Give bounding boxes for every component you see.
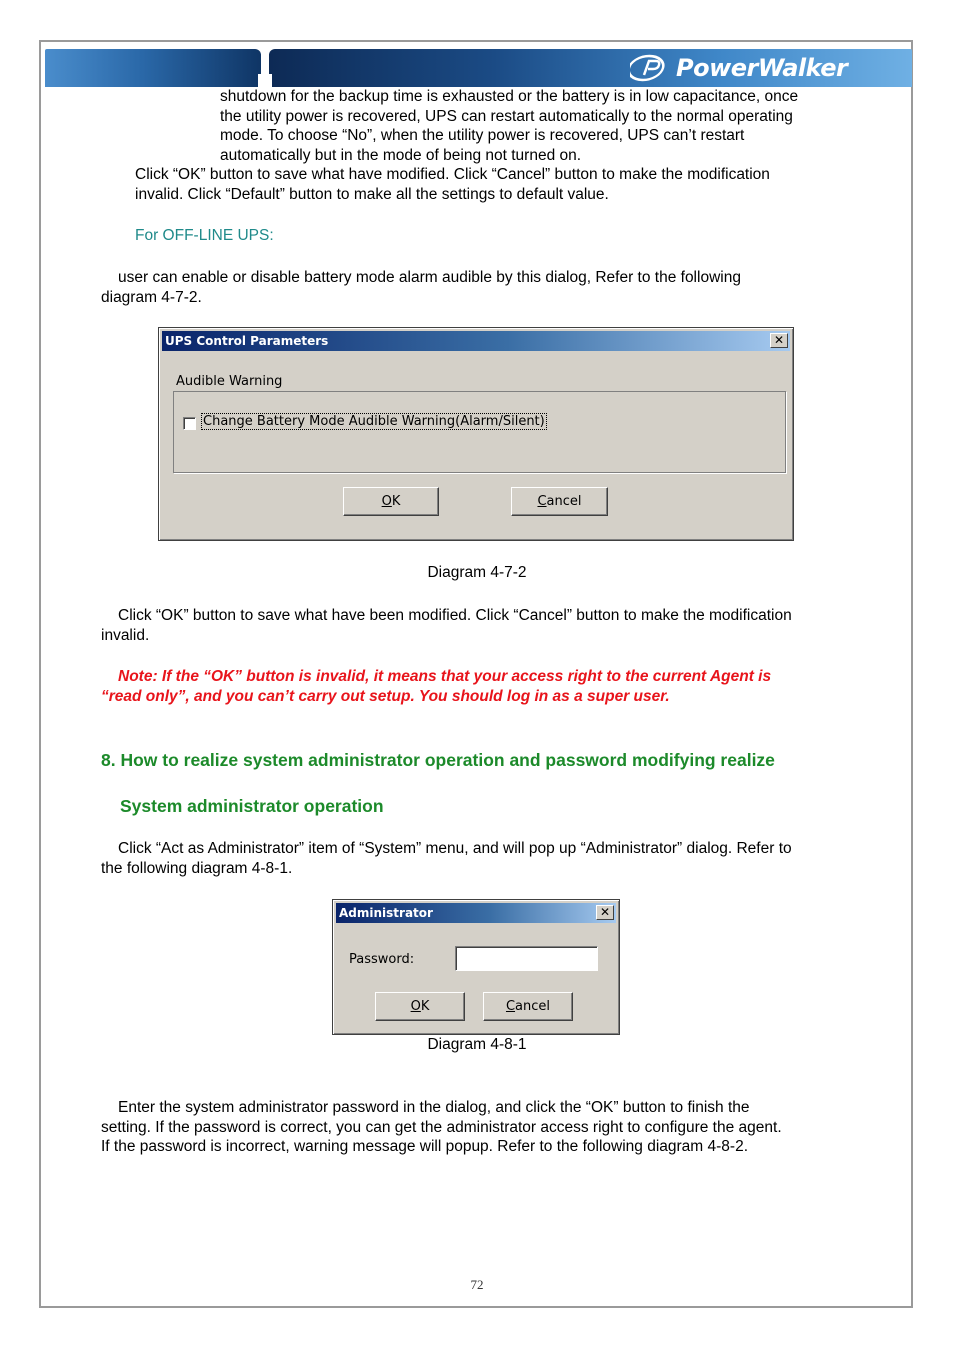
text-line: Note: If the “OK” button is invalid, it means that your access right to the current Agent is [118,668,772,685]
ups-control-parameters-dialog [158,327,794,541]
close-icon[interactable]: ✕ [596,905,614,920]
note-read-only [101,667,771,706]
text-line: setting. If the password is correct, you can get the administrator access right to configure the agent. [101,1118,782,1136]
powerwalker-logo-icon [630,53,670,83]
ok-button[interactable] [375,992,465,1021]
paragraph-ok-cancel-default [135,165,770,204]
cancel-mnemonic: C [537,494,547,509]
paragraph-enter-password [101,1098,782,1157]
cancel-button[interactable] [511,487,608,516]
text-line: automatically but in the mode of being not turned on. [220,146,582,164]
ok-label: K [420,999,430,1014]
text-line: the following diagram 4-8-1. [101,859,293,877]
text-line: “read only”, and you can’t carry out setup. You should log in as a super user. [101,687,670,705]
administrator-dialog [332,899,620,1035]
text-line: Click “OK” button to save what have been modified. Click “Cancel” button to make the modification [118,607,792,624]
dialog-titlebar [162,331,790,351]
cancel-mnemonic: C [505,999,516,1014]
paragraph-ok-cancel [101,606,792,645]
text-line: invalid. Click “Default” button to make all the settings to default value. [135,185,609,203]
text-line: Enter the system administrator password in the dialog, and click the “OK” button to finish the [118,1099,750,1116]
cancel-button[interactable] [483,992,573,1021]
battery-alarm-checkbox-label[interactable]: Change Battery Mode Audible Warning(Alarm/Silent) [203,414,545,429]
text-line: mode. To choose “No”, when the utility power is recovered, UPS can’t restart [220,127,745,144]
text-line: Click “OK” button to save what have modified. Click “Cancel” button to make the modification [135,166,770,183]
dialog-titlebar [336,903,616,923]
diagram-caption-4-8-1: Diagram 4-8-1 [427,1036,527,1053]
ok-mnemonic: O [381,494,392,509]
brand-logo [630,52,847,84]
subsection-heading: System administrator operation [120,796,384,816]
header-band-left [45,49,261,87]
text-line: invalid. [101,626,150,644]
paragraph-restart-options [220,87,798,165]
close-icon[interactable]: ✕ [770,333,788,348]
cancel-label: ancel [515,999,551,1014]
dialog-title: Administrator [339,906,433,920]
battery-alarm-checkbox[interactable] [183,417,196,430]
audible-warning-groupbox [173,391,786,473]
text-line: user can enable or disable battery mode alarm audible by this dialog, Refer to the following [118,269,741,286]
audible-warning-group-label: Audible Warning [176,374,283,389]
text-line: shutdown for the backup time is exhausted or the battery is in low capacitance, once [220,88,799,105]
ok-mnemonic: O [410,999,421,1014]
page-number: 72 [470,1277,484,1292]
text-line: Click “Act as Administrator” item of “System” menu, and will pop up “Administrator” dialog. Refer to [118,840,792,857]
paragraph-audible-intro [101,268,741,307]
brand-name: PowerWalker [676,54,848,82]
offline-ups-heading: For OFF-LINE UPS: [135,227,274,244]
diagram-caption-4-7-2: Diagram 4-7-2 [427,564,527,581]
password-label: Password: [349,952,415,967]
ok-button[interactable] [343,487,439,516]
dialog-title: UPS Control Parameters [165,334,329,348]
paragraph-act-as-admin [101,839,792,878]
password-input[interactable] [455,946,598,971]
header-divider [258,74,272,87]
text-line: diagram 4-7-2. [101,288,202,306]
section-heading: 8. How to realize system administrator operation and password modifying realize [101,750,775,770]
text-line: the utility power is recovered, UPS can restart automatically to the normal operating [220,107,793,125]
ok-label: K [391,494,401,509]
cancel-label: ancel [546,494,582,509]
text-line: If the password is incorrect, warning message will popup. Refer to the following diagram 4-8-2. [101,1138,749,1155]
